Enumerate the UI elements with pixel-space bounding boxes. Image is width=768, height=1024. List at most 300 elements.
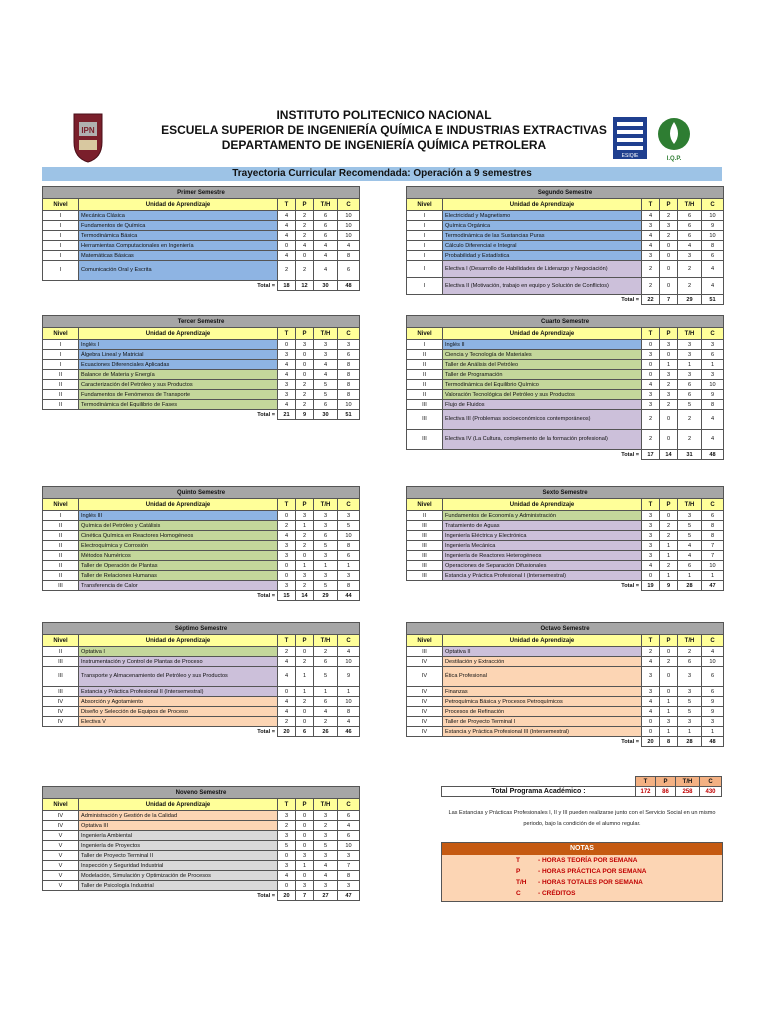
col-unidad: Unidad de Aprendizaje: [443, 499, 642, 511]
nivel-cell: I: [43, 241, 79, 251]
nivel-cell: I: [43, 360, 79, 370]
c-cell: 3: [338, 881, 360, 891]
notas-key: T/H: [516, 879, 527, 886]
total-th: 27: [314, 891, 338, 901]
c-cell: 10: [338, 211, 360, 221]
col-c: C: [338, 799, 360, 811]
col-th: T/H: [314, 799, 338, 811]
t-cell: 4: [642, 380, 660, 390]
total-c: 48: [702, 737, 724, 747]
subject-row: [407, 667, 724, 687]
subject-row: [407, 261, 724, 278]
total-c: 47: [338, 891, 360, 901]
t-cell: 2: [278, 521, 296, 531]
notas-item: [442, 877, 722, 888]
c-cell: 6: [702, 350, 724, 360]
th-cell: 3: [314, 571, 338, 581]
subject-cell: Química Orgánica: [443, 221, 642, 231]
th-cell: 1: [678, 727, 702, 737]
nivel-cell: III: [407, 561, 443, 571]
t-cell: 0: [278, 241, 296, 251]
nivel-cell: II: [43, 380, 79, 390]
t-cell: 4: [278, 667, 296, 687]
semester-title: Cuarto Semestre: [407, 316, 724, 328]
total-th: 29: [314, 591, 338, 601]
th-cell: 3: [314, 811, 338, 821]
subject-cell: Herramientas Computacionales en Ingeniería: [79, 241, 278, 251]
subject-cell: Ingeniería Ambiental: [79, 831, 278, 841]
c-cell: 6: [338, 811, 360, 821]
t-cell: 4: [642, 241, 660, 251]
subject-row: [43, 350, 360, 360]
p-cell: 1: [296, 861, 314, 871]
nivel-cell: III: [407, 647, 443, 657]
subject-row: [407, 647, 724, 657]
t-cell: 4: [278, 871, 296, 881]
t-cell: 0: [278, 687, 296, 697]
total-th: 26: [314, 727, 338, 737]
subject-cell: Termodinámica Básica: [79, 231, 278, 241]
notas-key: C: [516, 890, 521, 897]
p-cell: 0: [296, 350, 314, 360]
notas-value: - HORAS TEORÍA POR SEMANA: [538, 857, 638, 864]
th-cell: 5: [314, 581, 338, 591]
p-cell: 2: [296, 581, 314, 591]
th-cell: 6: [314, 697, 338, 707]
nivel-cell: II: [407, 511, 443, 521]
subject-cell: Electiva I (Desarrollo de Habilidades de Liderazgo y Negociación): [443, 261, 642, 278]
total-label: Total =: [79, 281, 278, 291]
nivel-cell: V: [43, 841, 79, 851]
c-cell: 8: [702, 400, 724, 410]
c-cell: 7: [338, 861, 360, 871]
nivel-cell: II: [407, 360, 443, 370]
nivel-cell: I: [43, 511, 79, 521]
subject-cell: Cálculo Diferencial e Integral: [443, 241, 642, 251]
c-cell: 4: [702, 410, 724, 430]
t-cell: 3: [642, 221, 660, 231]
subject-cell: Electroquímica y Corrosión: [79, 541, 278, 551]
t-cell: 4: [278, 531, 296, 541]
c-cell: 8: [338, 370, 360, 380]
nivel-cell: IV: [407, 697, 443, 707]
col-p: P: [296, 635, 314, 647]
th-cell: 2: [678, 410, 702, 430]
t-cell: 0: [278, 571, 296, 581]
subject-row: [43, 881, 360, 891]
semester-title: Octavo Semestre: [407, 623, 724, 635]
total-label: Total =: [79, 891, 278, 901]
p-cell: 1: [660, 551, 678, 561]
c-cell: 8: [338, 581, 360, 591]
total-c: 44: [338, 591, 360, 601]
th-cell: 4: [314, 871, 338, 881]
col-c: C: [338, 635, 360, 647]
t-cell: 2: [278, 261, 296, 281]
subject-cell: Taller de Proyecto Terminal II: [79, 851, 278, 861]
t-cell: 3: [642, 531, 660, 541]
t-cell: 0: [278, 511, 296, 521]
col-unidad: Unidad de Aprendizaje: [79, 799, 278, 811]
total-programa: [441, 776, 723, 797]
subject-row: [43, 541, 360, 551]
t-cell: 0: [642, 717, 660, 727]
subject-cell: Balance de Materia y Energía: [79, 370, 278, 380]
c-cell: 3: [338, 851, 360, 861]
total-programa-t: 172: [636, 787, 656, 797]
th-cell: 2: [678, 430, 702, 450]
c-cell: 6: [338, 831, 360, 841]
total-th: 28: [678, 737, 702, 747]
nivel-cell: IV: [43, 697, 79, 707]
col-th: T/H: [314, 635, 338, 647]
th-cell: 3: [678, 251, 702, 261]
p-cell: 3: [296, 881, 314, 891]
semester-table: [42, 622, 359, 737]
col-p: P: [296, 499, 314, 511]
t-cell: 4: [278, 211, 296, 221]
col-t: T: [278, 328, 296, 340]
col-th: T/H: [678, 635, 702, 647]
c-cell: 4: [702, 261, 724, 278]
c-cell: 10: [338, 841, 360, 851]
th-cell: 4: [314, 241, 338, 251]
t-cell: 4: [278, 697, 296, 707]
t-cell: 4: [642, 231, 660, 241]
semester-table: [406, 315, 723, 460]
subject-row: [407, 727, 724, 737]
subject-row: [407, 380, 724, 390]
p-cell: 3: [660, 390, 678, 400]
t-cell: 4: [642, 561, 660, 571]
nivel-cell: I: [43, 231, 79, 241]
c-cell: 4: [338, 821, 360, 831]
t-cell: 4: [278, 400, 296, 410]
total-spacer: [43, 727, 79, 737]
t-cell: 3: [278, 551, 296, 561]
total-t: 22: [642, 295, 660, 305]
semester-title: Séptimo Semestre: [43, 623, 360, 635]
col-t: T: [642, 199, 660, 211]
p-cell: 2: [296, 697, 314, 707]
col-t: T: [642, 499, 660, 511]
subject-row: [407, 410, 724, 430]
subject-row: [407, 571, 724, 581]
nivel-cell: II: [43, 531, 79, 541]
c-cell: 4: [702, 647, 724, 657]
col-t: T: [278, 635, 296, 647]
t-cell: 4: [278, 221, 296, 231]
th-cell: 3: [678, 511, 702, 521]
semester-title: Quinto Semestre: [43, 487, 360, 499]
nivel-cell: II: [43, 541, 79, 551]
subject-row: [43, 571, 360, 581]
col-th: T/H: [314, 199, 338, 211]
p-cell: 0: [660, 430, 678, 450]
subject-row: [43, 561, 360, 571]
subject-cell: Fundamentos de Economía y Administración: [443, 511, 642, 521]
notas-item: [442, 855, 722, 866]
total-p: 14: [296, 591, 314, 601]
total-p: 9: [296, 410, 314, 420]
subject-cell: Química del Petróleo y Catálisis: [79, 521, 278, 531]
notas-key: T: [516, 857, 520, 864]
p-cell: 3: [660, 370, 678, 380]
p-cell: 0: [660, 410, 678, 430]
th-cell: 6: [314, 531, 338, 541]
t-cell: 4: [642, 211, 660, 221]
nivel-cell: V: [43, 851, 79, 861]
total-label: Total =: [79, 591, 278, 601]
notas-item: [442, 888, 722, 899]
nivel-cell: IV: [43, 707, 79, 717]
subject-cell: Cinética Química en Reactores Homogéneos: [79, 531, 278, 541]
t-cell: 4: [278, 360, 296, 370]
subject-cell: Métodos Numéricos: [79, 551, 278, 561]
nivel-cell: II: [43, 647, 79, 657]
c-cell: 3: [338, 511, 360, 521]
nivel-cell: II: [43, 370, 79, 380]
t-cell: 3: [642, 251, 660, 261]
col-nivel: Nivel: [43, 799, 79, 811]
nivel-cell: I: [407, 340, 443, 350]
semester-title: Tercer Semestre: [43, 316, 360, 328]
t-cell: 3: [278, 581, 296, 591]
c-cell: 5: [338, 521, 360, 531]
col-th: T/H: [678, 328, 702, 340]
nivel-cell: IV: [43, 811, 79, 821]
total-p: 9: [660, 581, 678, 591]
total-th: 30: [314, 281, 338, 291]
th-cell: 3: [314, 831, 338, 841]
c-cell: 1: [702, 571, 724, 581]
th-cell: 4: [314, 251, 338, 261]
th-cell: 6: [314, 400, 338, 410]
col-th: T/H: [678, 199, 702, 211]
p-cell: 0: [296, 370, 314, 380]
nivel-cell: V: [43, 871, 79, 881]
th-cell: 2: [314, 717, 338, 727]
col-nivel: Nivel: [407, 499, 443, 511]
semester-table: [406, 486, 723, 591]
subject-cell: Administración y Gestión de la Calidad: [79, 811, 278, 821]
col-unidad: Unidad de Aprendizaje: [79, 199, 278, 211]
p-cell: 0: [296, 831, 314, 841]
subject-cell: Valoración Tecnológica del Petróleo y sus Productos: [443, 390, 642, 400]
p-cell: 0: [296, 841, 314, 851]
c-cell: 6: [338, 350, 360, 360]
p-cell: 2: [660, 531, 678, 541]
subject-row: [43, 551, 360, 561]
p-cell: 1: [296, 687, 314, 697]
c-cell: 8: [338, 360, 360, 370]
subject-cell: Electiva IV (La Cultura, complemento de la formación profesional): [443, 430, 642, 450]
subject-row: [407, 707, 724, 717]
th-cell: 6: [314, 657, 338, 667]
th-cell: 5: [678, 531, 702, 541]
th-cell: 2: [678, 261, 702, 278]
total-programa-p: 86: [656, 787, 676, 797]
c-cell: 10: [338, 221, 360, 231]
col-th: T/H: [314, 328, 338, 340]
semester-table: [406, 622, 723, 747]
p-cell: 2: [296, 261, 314, 281]
total-programa-c: 430: [700, 787, 722, 797]
subject-cell: Absorción y Agotamiento: [79, 697, 278, 707]
nivel-cell: II: [43, 561, 79, 571]
subject-cell: Inglés III: [79, 511, 278, 521]
subject-cell: Ecuaciones Diferenciales Aplicadas: [79, 360, 278, 370]
col-c: C: [338, 328, 360, 340]
p-cell: 0: [660, 251, 678, 261]
col-c: C: [702, 199, 724, 211]
col-t: T: [642, 328, 660, 340]
svg-text:ESIQIE: ESIQIE: [621, 153, 639, 159]
subject-cell: Mecánica Clásica: [79, 211, 278, 221]
t-cell: 3: [278, 380, 296, 390]
t-cell: 3: [642, 521, 660, 531]
curriculum-banner: Trayectoria Curricular Recomendada: Operación a 9 semestres: [42, 167, 722, 181]
total-c: 47: [702, 581, 724, 591]
th-cell: 3: [314, 521, 338, 531]
subject-row: [43, 667, 360, 687]
p-cell: 0: [296, 811, 314, 821]
t-cell: 3: [278, 831, 296, 841]
total-c: 46: [338, 727, 360, 737]
tp-col-c: C: [700, 777, 722, 787]
t-cell: 0: [278, 881, 296, 891]
subject-cell: Electiva II (Motivación, trabajo en equipo y Solución de Conflictos): [443, 278, 642, 295]
th-cell: 1: [678, 571, 702, 581]
col-nivel: Nivel: [43, 635, 79, 647]
total-label: Total =: [443, 450, 642, 460]
p-cell: 3: [660, 221, 678, 231]
col-unidad: Unidad de Aprendizaje: [443, 635, 642, 647]
subject-row: [43, 231, 360, 241]
subject-row: [407, 350, 724, 360]
c-cell: 10: [338, 400, 360, 410]
nivel-cell: IV: [407, 667, 443, 687]
subject-row: [43, 811, 360, 821]
t-cell: 3: [278, 350, 296, 360]
t-cell: 0: [642, 340, 660, 350]
c-cell: 3: [338, 571, 360, 581]
col-c: C: [338, 499, 360, 511]
semester-table: [42, 786, 359, 901]
th-cell: 3: [678, 350, 702, 360]
semester-title: Primer Semestre: [43, 187, 360, 199]
nivel-cell: II: [43, 400, 79, 410]
th-cell: 5: [678, 707, 702, 717]
subject-cell: Matemáticas Básicas: [79, 251, 278, 261]
total-spacer: [43, 410, 79, 420]
total-label: Total =: [79, 727, 278, 737]
subject-cell: Electiva III (Problemas socioeconómicos contemporáneos): [443, 410, 642, 430]
subject-cell: Comunicación Oral y Escrita: [79, 261, 278, 281]
th-cell: 1: [314, 561, 338, 571]
total-spacer: [407, 581, 443, 591]
subject-cell: Taller de Psicología Industrial: [79, 881, 278, 891]
subject-row: [43, 707, 360, 717]
th-cell: 4: [678, 541, 702, 551]
t-cell: 2: [642, 430, 660, 450]
total-label: Total =: [443, 295, 642, 305]
subject-row: [407, 340, 724, 350]
subject-cell: Estancia y Práctica Profesional I (Intersemestral): [443, 571, 642, 581]
total-c: 48: [702, 450, 724, 460]
institution-name: INSTITUTO POLITECNICO NACIONAL: [276, 108, 492, 122]
p-cell: 0: [660, 241, 678, 251]
subject-row: [407, 561, 724, 571]
nivel-cell: III: [407, 400, 443, 410]
nivel-cell: IV: [43, 717, 79, 727]
nivel-cell: I: [43, 350, 79, 360]
total-p: 7: [296, 891, 314, 901]
subject-row: [407, 231, 724, 241]
c-cell: 10: [338, 657, 360, 667]
nivel-cell: IV: [407, 687, 443, 697]
th-cell: 6: [314, 211, 338, 221]
subject-cell: Optativa I: [79, 647, 278, 657]
c-cell: 4: [338, 647, 360, 657]
p-cell: 0: [660, 261, 678, 278]
subject-cell: Taller de Operación de Plantas: [79, 561, 278, 571]
p-cell: 3: [296, 340, 314, 350]
c-cell: 4: [338, 241, 360, 251]
p-cell: 4: [296, 241, 314, 251]
c-cell: 8: [338, 390, 360, 400]
subject-row: [407, 221, 724, 231]
nivel-cell: III: [407, 571, 443, 581]
subject-cell: Ingeniería Mecánica: [443, 541, 642, 551]
department-name: DEPARTAMENTO DE INGENIERÍA QUÍMICA PETROLERA: [221, 138, 547, 152]
nivel-cell: III: [407, 541, 443, 551]
subject-cell: Inspección y Seguridad Industrial: [79, 861, 278, 871]
subject-row: [43, 647, 360, 657]
p-cell: 1: [296, 561, 314, 571]
subject-row: [407, 211, 724, 221]
subject-cell: Fundamentos de Fenómenos de Transporte: [79, 390, 278, 400]
t-cell: 2: [278, 821, 296, 831]
th-cell: 6: [678, 657, 702, 667]
t-cell: 3: [278, 861, 296, 871]
col-unidad: Unidad de Aprendizaje: [79, 328, 278, 340]
th-cell: 5: [678, 521, 702, 531]
nivel-cell: V: [43, 881, 79, 891]
subject-cell: Electiva V: [79, 717, 278, 727]
subject-row: [43, 521, 360, 531]
t-cell: 3: [642, 390, 660, 400]
th-cell: 3: [678, 687, 702, 697]
nivel-cell: III: [407, 521, 443, 531]
semester-title: Sexto Semestre: [407, 487, 724, 499]
subject-cell: Destilación y Extracción: [443, 657, 642, 667]
p-cell: 1: [660, 541, 678, 551]
total-t: 20: [642, 737, 660, 747]
subject-row: [407, 511, 724, 521]
nivel-cell: III: [43, 667, 79, 687]
c-cell: 7: [702, 541, 724, 551]
nivel-cell: III: [43, 581, 79, 591]
estancias-note: Las Estancias y Prácticas Profesionales I, II y III pueden realizarse junto con el Servicio Social en un mismo periodo, bajo la condición de el alumno regular.: [448, 810, 716, 827]
subject-cell: Ingeniería de Proyectos: [79, 841, 278, 851]
nivel-cell: II: [407, 350, 443, 360]
p-cell: 0: [296, 360, 314, 370]
col-c: C: [702, 499, 724, 511]
subject-row: [43, 340, 360, 350]
total-th: 28: [678, 581, 702, 591]
c-cell: 10: [702, 657, 724, 667]
